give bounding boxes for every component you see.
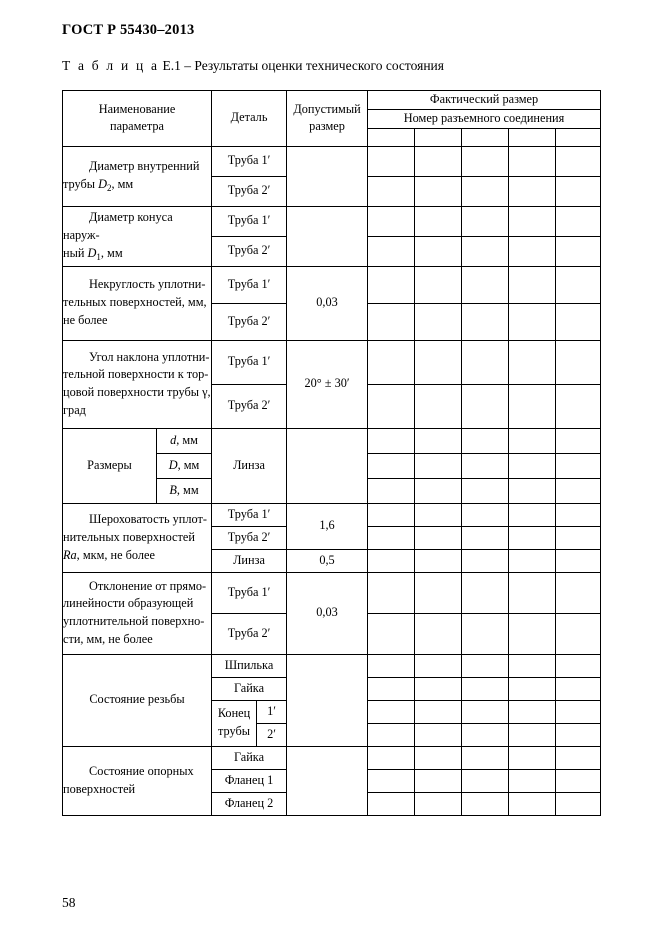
row-param-line-2: поверхностей bbox=[63, 781, 136, 796]
row-detail-pipe2: Труба 2′ bbox=[212, 384, 287, 428]
cell-joint-4 bbox=[509, 700, 556, 723]
cell-joint-5 bbox=[556, 303, 601, 340]
cell-joint-2 bbox=[415, 549, 462, 572]
cell-joint-4 bbox=[509, 769, 556, 792]
cell-joint-4 bbox=[509, 572, 556, 613]
table-row bbox=[63, 206, 601, 236]
table-row bbox=[63, 572, 601, 613]
header-joint-col-1 bbox=[368, 128, 415, 146]
cell-joint-2 bbox=[415, 700, 462, 723]
row-param-line-4: град bbox=[63, 402, 86, 417]
cell-joint-1 bbox=[368, 769, 415, 792]
row-param-line-2: ный $D_1$, мм bbox=[63, 246, 123, 263]
cell-joint-3 bbox=[462, 549, 509, 572]
cell-joint-1 bbox=[368, 526, 415, 549]
cell-joint-5 bbox=[556, 266, 601, 303]
header-joint-col-2 bbox=[415, 128, 462, 146]
cell-joint-1 bbox=[368, 613, 415, 654]
row-param-line-3: уплотнительной поверхно- bbox=[63, 614, 205, 629]
row-param-inner-diameter bbox=[63, 146, 212, 206]
cell-joint-3 bbox=[462, 792, 509, 815]
table-caption-prefix: Т а б л и ц а bbox=[62, 58, 160, 73]
cell-joint-5 bbox=[556, 384, 601, 428]
cell-joint-2 bbox=[415, 677, 462, 700]
cell-joint-4 bbox=[509, 503, 556, 526]
cell-joint-4 bbox=[509, 303, 556, 340]
row-detail-stud: Шпилька bbox=[212, 654, 287, 677]
cell-joint-1 bbox=[368, 176, 415, 206]
cell-joint-2 bbox=[415, 453, 462, 478]
row-param-thread-condition: Состояние резьбы bbox=[63, 654, 212, 746]
row-allowed-value-1: 1,6 bbox=[287, 503, 368, 549]
table-row bbox=[63, 503, 601, 526]
cell-joint-3 bbox=[462, 428, 509, 453]
cell-joint-1 bbox=[368, 384, 415, 428]
header-joint-col-4 bbox=[509, 128, 556, 146]
row-param-sizes: Размеры bbox=[63, 428, 157, 503]
cell-joint-2 bbox=[415, 654, 462, 677]
row-allowed-empty bbox=[287, 206, 368, 266]
row-allowed-value: 20° ± 30′ bbox=[287, 340, 368, 428]
results-table-wrapper bbox=[62, 90, 600, 816]
row-detail-pipe2: Труба 2′ bbox=[212, 176, 287, 206]
cell-joint-5 bbox=[556, 723, 601, 746]
row-detail-pipe1: Труба 1′ bbox=[212, 266, 287, 303]
row-allowed-empty bbox=[287, 746, 368, 815]
cell-joint-1 bbox=[368, 236, 415, 266]
cell-joint-1 bbox=[368, 654, 415, 677]
cell-joint-2 bbox=[415, 206, 462, 236]
cell-joint-2 bbox=[415, 572, 462, 613]
row-param-line-4: сти, мм, не более bbox=[63, 631, 153, 646]
cell-joint-4 bbox=[509, 176, 556, 206]
row-param-line-3: Ra, мкм, не более bbox=[63, 547, 155, 562]
cell-joint-5 bbox=[556, 176, 601, 206]
row-detail-lens: Линза bbox=[212, 428, 287, 503]
cell-joint-5 bbox=[556, 677, 601, 700]
results-table bbox=[62, 90, 601, 816]
cell-joint-3 bbox=[462, 236, 509, 266]
cell-joint-5 bbox=[556, 792, 601, 815]
cell-joint-3 bbox=[462, 677, 509, 700]
cell-joint-5 bbox=[556, 428, 601, 453]
header-allowed-line1: Допустимый bbox=[293, 101, 361, 116]
cell-joint-3 bbox=[462, 453, 509, 478]
row-param-slope-angle bbox=[63, 340, 212, 428]
cell-joint-3 bbox=[462, 503, 509, 526]
cell-joint-2 bbox=[415, 428, 462, 453]
table-row bbox=[63, 266, 601, 303]
header-allowed-size bbox=[287, 91, 368, 147]
cell-joint-3 bbox=[462, 700, 509, 723]
cell-joint-2 bbox=[415, 236, 462, 266]
cell-joint-3 bbox=[462, 266, 509, 303]
row-detail-flange-2: Фланец 2 bbox=[212, 792, 287, 815]
cell-joint-5 bbox=[556, 146, 601, 176]
cell-joint-4 bbox=[509, 654, 556, 677]
cell-joint-5 bbox=[556, 746, 601, 769]
row-subdetail-D: D, мм bbox=[157, 453, 212, 478]
cell-joint-4 bbox=[509, 792, 556, 815]
row-allowed-value: 0,03 bbox=[287, 266, 368, 340]
cell-joint-2 bbox=[415, 792, 462, 815]
row-detail-pipe1: Труба 1′ bbox=[212, 340, 287, 384]
cell-joint-1 bbox=[368, 206, 415, 236]
row-param-line-1: Некруглость уплотни- bbox=[89, 277, 206, 292]
cell-joint-1 bbox=[368, 677, 415, 700]
row-param-line-3: не более bbox=[63, 313, 108, 328]
cell-joint-5 bbox=[556, 236, 601, 266]
cell-joint-4 bbox=[509, 613, 556, 654]
page-number: 58 bbox=[62, 895, 76, 910]
cell-joint-1 bbox=[368, 453, 415, 478]
cell-joint-4 bbox=[509, 723, 556, 746]
row-param-line-2: трубы $D_2$, мм bbox=[63, 177, 134, 194]
row-param-support-surfaces bbox=[63, 746, 212, 815]
table-row bbox=[63, 340, 601, 384]
cell-joint-5 bbox=[556, 206, 601, 236]
cell-joint-2 bbox=[415, 503, 462, 526]
row-subdetail-B: B, мм bbox=[157, 478, 212, 503]
cell-joint-5 bbox=[556, 453, 601, 478]
cell-joint-3 bbox=[462, 478, 509, 503]
cell-joint-2 bbox=[415, 146, 462, 176]
cell-joint-4 bbox=[509, 266, 556, 303]
cell-joint-4 bbox=[509, 453, 556, 478]
cell-joint-3 bbox=[462, 384, 509, 428]
cell-joint-2 bbox=[415, 526, 462, 549]
row-detail-lens: Линза bbox=[212, 549, 287, 572]
cell-joint-1 bbox=[368, 303, 415, 340]
row-param-line-1: Угол наклона уплотни- bbox=[89, 349, 210, 364]
table-row bbox=[63, 746, 601, 769]
cell-joint-5 bbox=[556, 478, 601, 503]
cell-joint-1 bbox=[368, 340, 415, 384]
row-detail-pipe-end-1: 1′ bbox=[257, 700, 287, 723]
cell-joint-4 bbox=[509, 384, 556, 428]
header-parameter-line1: Наименование bbox=[98, 101, 176, 116]
cell-joint-5 bbox=[556, 700, 601, 723]
row-param-straightness-deviation bbox=[63, 572, 212, 654]
cell-joint-2 bbox=[415, 384, 462, 428]
cell-joint-4 bbox=[509, 677, 556, 700]
header-parameter bbox=[63, 91, 212, 147]
pipe-end-label-line2: трубы bbox=[218, 724, 251, 739]
row-param-line-1: Диаметр внутренний bbox=[89, 159, 200, 174]
row-detail-pipe2: Труба 2′ bbox=[212, 613, 287, 654]
cell-joint-4 bbox=[509, 340, 556, 384]
cell-joint-4 bbox=[509, 146, 556, 176]
cell-joint-1 bbox=[368, 478, 415, 503]
cell-joint-5 bbox=[556, 549, 601, 572]
cell-joint-4 bbox=[509, 206, 556, 236]
row-detail-pipe1: Труба 1′ bbox=[212, 572, 287, 613]
cell-joint-4 bbox=[509, 549, 556, 572]
row-param-roughness bbox=[63, 503, 212, 572]
row-param-line-2: тельных поверхностей, мм, bbox=[63, 295, 207, 310]
cell-joint-1 bbox=[368, 723, 415, 746]
cell-joint-5 bbox=[556, 526, 601, 549]
cell-joint-2 bbox=[415, 746, 462, 769]
cell-joint-4 bbox=[509, 428, 556, 453]
row-detail-pipe-end-2: 2′ bbox=[257, 723, 287, 746]
cell-joint-3 bbox=[462, 746, 509, 769]
cell-joint-1 bbox=[368, 746, 415, 769]
row-detail-pipe2: Труба 2′ bbox=[212, 303, 287, 340]
cell-joint-2 bbox=[415, 613, 462, 654]
cell-joint-3 bbox=[462, 769, 509, 792]
row-detail-pipe1: Труба 1′ bbox=[212, 146, 287, 176]
row-param-line-3: цовой поверхности трубы γ, bbox=[63, 385, 211, 400]
row-param-cone-diameter bbox=[63, 206, 212, 266]
row-detail-nut: Гайка bbox=[212, 746, 287, 769]
row-detail-pipe1: Труба 1′ bbox=[212, 206, 287, 236]
cell-joint-5 bbox=[556, 503, 601, 526]
cell-joint-1 bbox=[368, 549, 415, 572]
header-joint-col-3 bbox=[462, 128, 509, 146]
header-actual-size: Фактический размер bbox=[368, 91, 601, 110]
row-allowed-empty bbox=[287, 654, 368, 746]
cell-joint-2 bbox=[415, 176, 462, 206]
header-parameter-line2: параметра bbox=[110, 119, 165, 134]
cell-joint-1 bbox=[368, 146, 415, 176]
cell-joint-1 bbox=[368, 503, 415, 526]
row-allowed-empty bbox=[287, 146, 368, 206]
row-param-out-of-roundness bbox=[63, 266, 212, 340]
table-row bbox=[63, 654, 601, 677]
pipe-end-label-line1: Конец bbox=[217, 706, 251, 721]
table-row bbox=[63, 428, 601, 453]
table-header-row-1 bbox=[63, 91, 601, 110]
cell-joint-3 bbox=[462, 206, 509, 236]
cell-joint-3 bbox=[462, 303, 509, 340]
cell-joint-3 bbox=[462, 340, 509, 384]
cell-joint-5 bbox=[556, 769, 601, 792]
row-param-line-2: линейности образующей bbox=[63, 596, 194, 611]
cell-joint-2 bbox=[415, 723, 462, 746]
cell-joint-2 bbox=[415, 769, 462, 792]
cell-joint-1 bbox=[368, 700, 415, 723]
table-caption-text: Е.1 – Результаты оценки технического состояния bbox=[162, 58, 444, 73]
cell-joint-3 bbox=[462, 146, 509, 176]
header-joint-col-5 bbox=[556, 128, 601, 146]
cell-joint-3 bbox=[462, 613, 509, 654]
cell-joint-4 bbox=[509, 236, 556, 266]
row-subdetail-d: d, мм bbox=[157, 428, 212, 453]
cell-joint-1 bbox=[368, 792, 415, 815]
row-detail-pipe2: Труба 2′ bbox=[212, 236, 287, 266]
cell-joint-2 bbox=[415, 478, 462, 503]
cell-joint-1 bbox=[368, 572, 415, 613]
row-allowed-value-2: 0,5 bbox=[287, 549, 368, 572]
row-param-line-2: нительных поверхностей bbox=[63, 529, 195, 544]
cell-joint-3 bbox=[462, 526, 509, 549]
row-param-line-2: тельной поверхности к тор- bbox=[63, 367, 209, 382]
cell-joint-3 bbox=[462, 654, 509, 677]
row-param-line-1: Отклонение от прямо- bbox=[89, 578, 207, 593]
cell-joint-4 bbox=[509, 478, 556, 503]
cell-joint-4 bbox=[509, 526, 556, 549]
cell-joint-4 bbox=[509, 746, 556, 769]
row-param-line-1: Шероховатость уплот- bbox=[89, 511, 207, 526]
cell-joint-3 bbox=[462, 176, 509, 206]
row-allowed-value: 0,03 bbox=[287, 572, 368, 654]
row-detail-nut: Гайка bbox=[212, 677, 287, 700]
header-allowed-line2: размер bbox=[309, 119, 345, 134]
cell-joint-1 bbox=[368, 428, 415, 453]
header-detail: Деталь bbox=[212, 91, 287, 147]
row-detail-flange-1: Фланец 1 bbox=[212, 769, 287, 792]
cell-joint-5 bbox=[556, 654, 601, 677]
cell-joint-5 bbox=[556, 613, 601, 654]
cell-joint-1 bbox=[368, 266, 415, 303]
table-row bbox=[63, 146, 601, 176]
row-allowed-empty bbox=[287, 428, 368, 503]
row-param-line-1: Состояние опорных bbox=[89, 763, 194, 778]
cell-joint-2 bbox=[415, 303, 462, 340]
cell-joint-2 bbox=[415, 266, 462, 303]
cell-joint-5 bbox=[556, 340, 601, 384]
cell-joint-3 bbox=[462, 723, 509, 746]
row-detail-pipe2: Труба 2′ bbox=[212, 526, 287, 549]
standard-header: ГОСТ Р 55430–2013 bbox=[62, 22, 195, 38]
row-detail-pipe1: Труба 1′ bbox=[212, 503, 287, 526]
table-caption bbox=[62, 58, 444, 74]
row-param-line-1: Диаметр конуса наруж- bbox=[63, 210, 173, 243]
row-detail-pipe-end-label bbox=[212, 700, 257, 746]
cell-joint-5 bbox=[556, 572, 601, 613]
header-joint-number: Номер разъемного соединения bbox=[368, 109, 601, 128]
cell-joint-2 bbox=[415, 340, 462, 384]
cell-joint-3 bbox=[462, 572, 509, 613]
